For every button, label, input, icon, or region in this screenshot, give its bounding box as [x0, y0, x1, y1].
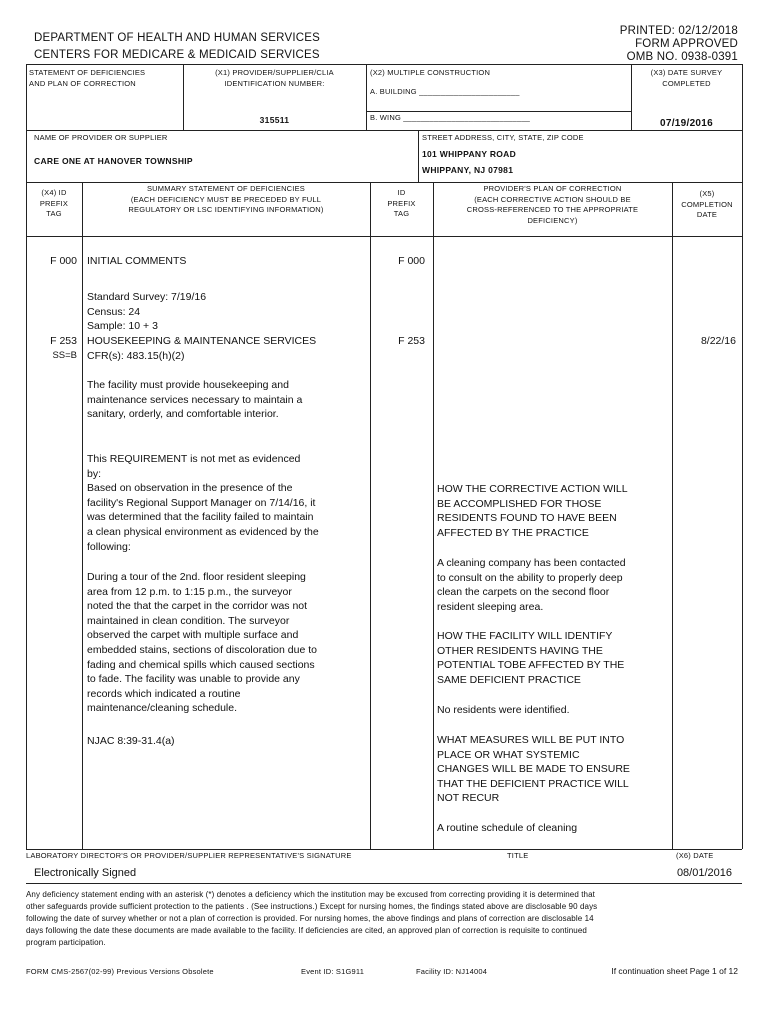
- building-label: A. BUILDING _______________________: [370, 87, 520, 96]
- wing-label: B. WING _____________________________: [370, 113, 531, 122]
- facility-id: Facility ID: NJ14004: [416, 967, 488, 976]
- title-label: TITLE: [507, 851, 529, 860]
- requirement-paragraph: The facility must provide housekeeping and maintenance services necessary to maintain a sanitary, orderly, and comfortable interior.: [87, 379, 303, 421]
- plan-tag-f000: F 000: [398, 255, 425, 267]
- signature-value: Electronically Signed: [34, 867, 137, 879]
- plan-systemic-measures: WHAT MEASURES WILL BE PUT INTO PLACE OR WHAT SYSTEMIC CHANGES WILL BE MADE TO ENSURE THAT THE DEFICIENT PRACTICE WILL NOT RECUR: [437, 734, 630, 805]
- multiple-construction-label: (X2) MULTIPLE CONSTRUCTION: [370, 68, 491, 77]
- provider-id-value: 315511: [259, 115, 290, 125]
- address-label: STREET ADDRESS, CITY, STATE, ZIP CODE: [422, 133, 584, 142]
- tag-f253: F 253: [50, 335, 77, 347]
- njac-reference: NJAC 8:39-31.4(a): [87, 735, 175, 747]
- f253-completion-date: 8/22/16: [700, 335, 736, 347]
- scope-severity: SS=B: [52, 350, 77, 361]
- f253-cfr: CFR(s): 483.15(h)(2): [87, 350, 185, 362]
- x4-id-prefix-header: (X4) ID PREFIX TAG: [39, 188, 69, 218]
- plan-corrective-action: HOW THE CORRECTIVE ACTION WILL BE ACCOMPLISHED FOR THOSE RESIDENTS FOUND TO HAVE BEEN AFFECTED BY THE PRACTICE: [437, 483, 628, 539]
- plan-routine-schedule: A routine schedule of cleaning: [437, 822, 578, 834]
- plan-identify-residents: HOW THE FACILITY WILL IDENTIFY OTHER RESIDENTS HAVING THE POTENTIAL TOBE AFFECTED BY THE SAME DEFICIENT PRACTICE: [437, 630, 625, 686]
- signature-date: 08/01/2016: [676, 867, 732, 879]
- event-id: Event ID: S1G911: [301, 967, 365, 976]
- statement-label: STATEMENT OF DEFICIENCIES AND PLAN OF CORRECTION: [29, 68, 146, 88]
- form-approved: FORM APPROVED: [635, 38, 738, 50]
- provider-id-label: (X1) PROVIDER/SUPPLIER/CLIA IDENTIFICATION NUMBER:: [215, 68, 334, 88]
- plan-no-residents: No residents were identified.: [437, 704, 570, 716]
- date-survey-value: 07/19/2016: [659, 118, 714, 129]
- survey-summary: Standard Survey: 7/19/16 Census: 24 Sample: 10 + 3: [87, 291, 207, 333]
- date-survey-label: (X3) DATE SURVEY COMPLETED: [650, 68, 723, 88]
- plan-header: PROVIDER'S PLAN OF CORRECTION (EACH CORRECTIVE ACTION SHOULD BE CROSS-REFERENCED TO THE APPROPRIATE DEFICIENCY): [466, 184, 639, 225]
- id-prefix-header: ID PREFIX TAG: [387, 188, 416, 218]
- summary-header: SUMMARY STATEMENT OF DEFICIENCIES (EACH DEFICIENCY MUST BE PRECEDED BY FULL REGULATORY OR LSC IDENTIFYING INFORMATION): [128, 184, 324, 214]
- department-title: DEPARTMENT OF HEALTH AND HUMAN SERVICES: [34, 32, 320, 44]
- printed-date: PRINTED: 02/12/2018: [619, 25, 738, 37]
- page-continuation: If continuation sheet Page 1 of 12: [611, 966, 738, 976]
- plan-cleaning-company: A cleaning company has been contacted to consult on the ability to properly deep clean the carpets on the second floor resident sleeping area.: [437, 557, 626, 613]
- address-street: 101 WHIPPANY ROAD: [422, 149, 517, 159]
- form-code: FORM CMS-2567(02-99) Previous Versions Obsolete: [26, 967, 214, 976]
- disclaimer: Any deficiency statement ending with an asterisk (*) denotes a deficiency which the institution may be excused from correcting providing it is determined that other safeguards provide sufficient protection to the patients . (See instructions.) Except for nursing homes, the findings stated above are disclosable 90 days following the date of survey whether or not a plan of correction is provided. For nursing homes, the above findings and plans of correction are disclosable 14 days following the date these documents are made available to the facility. If deficiencies are cited, an approved plan of correction is requisite to continued program participation.: [26, 890, 598, 947]
- signature-label: LABORATORY DIRECTOR'S OR PROVIDER/SUPPLIER REPRESENTATIVE'S SIGNATURE: [26, 851, 352, 860]
- tour-paragraph: During a tour of the 2nd. floor resident sleeping area from 12 p.m. to 1:15 p.m., the surveyor noted the that the carpet in the corridor was not maintained in clean condition. The surveyor observed the carpet with multiple surface and embedded stains, sections of discoloration due to fading and chemical spills which caused sections to fade. The facility was unable to provide any records which indicated a routine maintenance/cleaning schedule.: [87, 571, 317, 715]
- agency-title: CENTERS FOR MEDICARE & MEDICAID SERVICES: [34, 49, 320, 61]
- f253-title: HOUSEKEEPING & MAINTENANCE SERVICES: [87, 335, 317, 347]
- evidence-paragraph: This REQUIREMENT is not met as evidenced by: Based on observation in the presence of the facility's Regional Support Manager on 7/14/16, it was determined that the facility failed to maintain a clean physical environment as evidenced by the following:: [87, 453, 319, 553]
- address-city: WHIPPANY, NJ 07981: [422, 165, 514, 175]
- x6-date-label: (X6) DATE: [676, 851, 714, 860]
- provider-name: CARE ONE AT HANOVER TOWNSHIP: [34, 156, 193, 166]
- provider-name-label: NAME OF PROVIDER OR SUPPLIER: [34, 133, 168, 142]
- initial-comments-title: INITIAL COMMENTS: [87, 255, 187, 267]
- completion-date-header: (X5) COMPLETION DATE: [681, 189, 733, 219]
- omb-number: OMB NO. 0938-0391: [626, 51, 738, 63]
- tag-f000: F 000: [50, 255, 77, 267]
- plan-tag-f253: F 253: [398, 335, 425, 347]
